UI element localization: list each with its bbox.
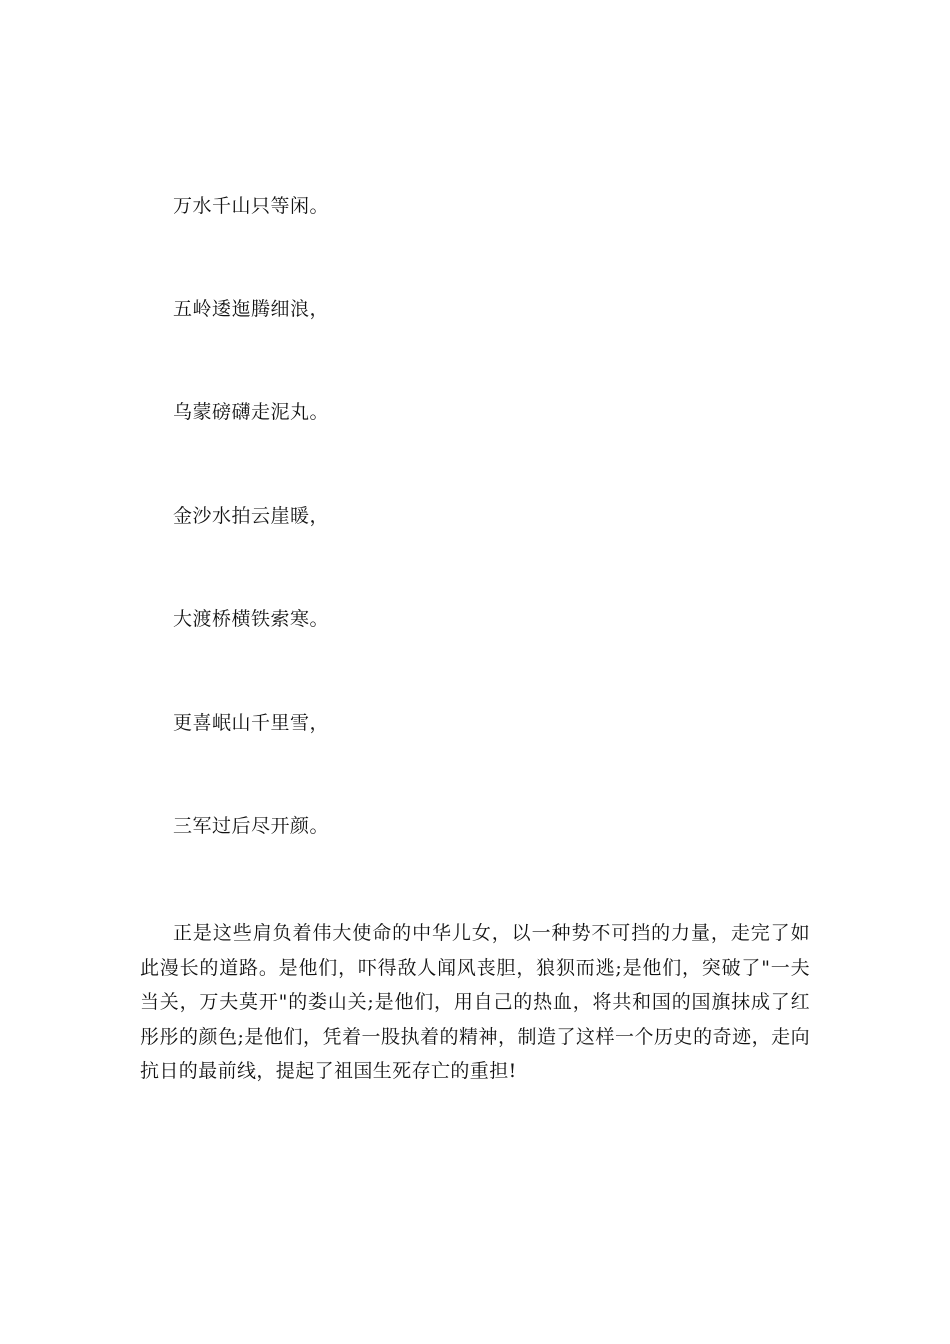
poem-line: 金沙水拍云崖暖， [173, 505, 330, 527]
poem-line: 大渡桥横铁索寒。 [173, 608, 330, 630]
body-paragraph: 正是这些肩负着伟大使命的中华儿女，以一种势不可挡的力量，走完了如此漫长的道路。是他们，吓得敌人闻风丧胆，狼狈而逃;是他们，突破了"一夫当关，万夫莫开"的娄山关;是他们，用自己的热血，将共和国的国旗抹成了红彤彤的颜色;是他们，凭着一股执着的精神，制造了这样一个历史的奇迹，走向抗日的最前线，提起了祖国生死存亡的重担! [140, 922, 810, 1082]
poem-line: 乌蒙磅礴走泥丸。 [173, 401, 330, 423]
poem-line: 万水千山只等闲。 [173, 195, 330, 217]
poem-line: 五岭逶迤腾细浪， [173, 298, 330, 320]
poem-line: 三军过后尽开颜。 [173, 815, 330, 837]
poem-line: 更喜岷山千里雪， [173, 712, 330, 734]
